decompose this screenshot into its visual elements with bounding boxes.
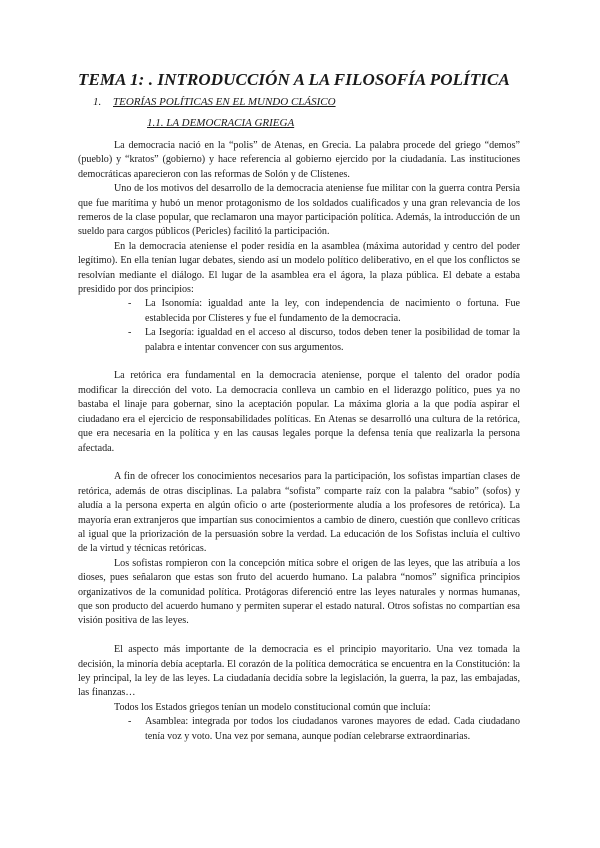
bullet-dash: - <box>128 298 132 310</box>
list-item-text: La Isonomía: igualdad ante la ley, con independencia de nacimiento o fortuna. Fue establecida por Clísteres y fue el fundamento de la democracia. <box>145 298 520 324</box>
paragraph: Uno de los motivos del desarrollo de la democracia ateniense fue militar con la guerra contra Persia que fue marítima y hubó un menor protagonismo de los soldados cualificados y una gran relevancia de los remeros de la clase popular, que reclamaron una mayor participación política. Además, la introducción de un sueldo para cargos públicos (Pericles) facilitó la participación. <box>78 183 520 238</box>
list-item <box>128 326 520 355</box>
paragraph: Todos los Estados griegos tenían un modelo constitucional común que incluía: <box>114 701 431 713</box>
paragraph: La retórica era fundamental en la democracia ateniense, porque el talento del orador podía modificar la dirección del voto. La democracia conlleva un cambio en el liderazgo político, pues ya no bastaba el linaje para gobernar, sino la aceptación popular. La máxima gloria a la que podía aspirar el ciudadano era el ejercicio de responsabilidades políticas. En Atenas se desarrolló una cultura de la retórica, que era necesaria en la política y en las causas legales porque la defensa tenía que realizarla la persona afectada. <box>78 370 520 454</box>
list-item <box>128 715 520 744</box>
paragraph: Los sofistas rompieron con la concepción mítica sobre el origen de las leyes, que las atribuía a los dioses, pues señalaron que estas son fruto del acuerdo humano. La palabra “nomos” significa principios organizativos de la comunidad política. Protágoras diferenció entre las leyes naturales y normas humanas, que son producto del acuerdo humano y permiten superar el estado natural. Otros sofistas no compartían esa visión positiva de las leyes. <box>78 557 520 627</box>
list-item-text: Asamblea: integrada por todos los ciudadanos varones mayores de edad. Cada ciudadano tenía voz y voto. Una vez por semana, aunque podían celebrarse extraordinarias. <box>145 716 520 742</box>
list-item-text: La Isegoría: igualdad en el acceso al discurso, todos deben tener la posibilidad de tomar la palabra e intentar convencer con sus argumentos. <box>145 327 520 353</box>
section-label: TEORÍAS POLÍTICAS EN EL MUNDO CLÁSICO <box>113 96 336 108</box>
document-title: TEMA 1: . INTRODUCCIÓN A LA FILOSOFÍA POLÍTICA <box>78 70 510 89</box>
section-number: 1. <box>93 96 102 108</box>
paragraph: En la democracia ateniense el poder residía en la asamblea (máxima autoridad y centro del poder legítimo). En ella tenían lugar debates, siendo así un modelo político deliberativo, en el que los conflictos se resolvían mediante el diálogo. El lugar de la asamblea era el ágora, la plaza pública. El debate a estaba presidido por dos principios: <box>78 240 520 296</box>
subsection-heading: 1.1. LA DEMOCRACIA GRIEGA <box>147 117 295 129</box>
section-heading <box>93 96 520 108</box>
constitution-list <box>78 715 520 744</box>
list-item <box>128 297 520 326</box>
principles-list <box>78 297 520 355</box>
paragraph: A fin de ofrecer los conocimientos necesarios para la participación, los sofistas impartían clases de retórica, además de otras disciplinas. La palabra “sofista” comparte raíz con la palabra “sabio” (sofos) y aludía a la persona experta en algún oficio o arte (posteriormente aludía a los profesores de retórica). La mayoría eran extranjeros que impartían sus conocimientos a cambio de dinero, cuestión que conllevo críticas al igual que la priorización de la persuasión sobre la verdad. La educación de los Sofistas incluía el cultivo de la virtud y técnicas retóricas. <box>78 471 520 555</box>
paragraph: La democracia nació en la “polis” de Atenas, en Grecia. La palabra procede del griego “demos” (pueblo) y “kratos” (gobierno) y hace referencia al gobierno ejercido por la ciudadanía. Las instituciones democráticas aparecieron con las reformas de Solón y de Clístenes. <box>78 140 520 180</box>
bullet-dash: - <box>128 327 132 339</box>
bullet-dash: - <box>128 716 132 728</box>
paragraph: El aspecto más importante de la democracia es el principio mayoritario. Una vez tomada la decisión, la minoría debía aceptarla. El corazón de la política democrática se encuentra en la Constitución: la ley principal, la ley de las leyes. La ciudadanía decidía sobre la legislación, la guerra, la paz, las embajadas, las finanzas… <box>78 644 520 699</box>
